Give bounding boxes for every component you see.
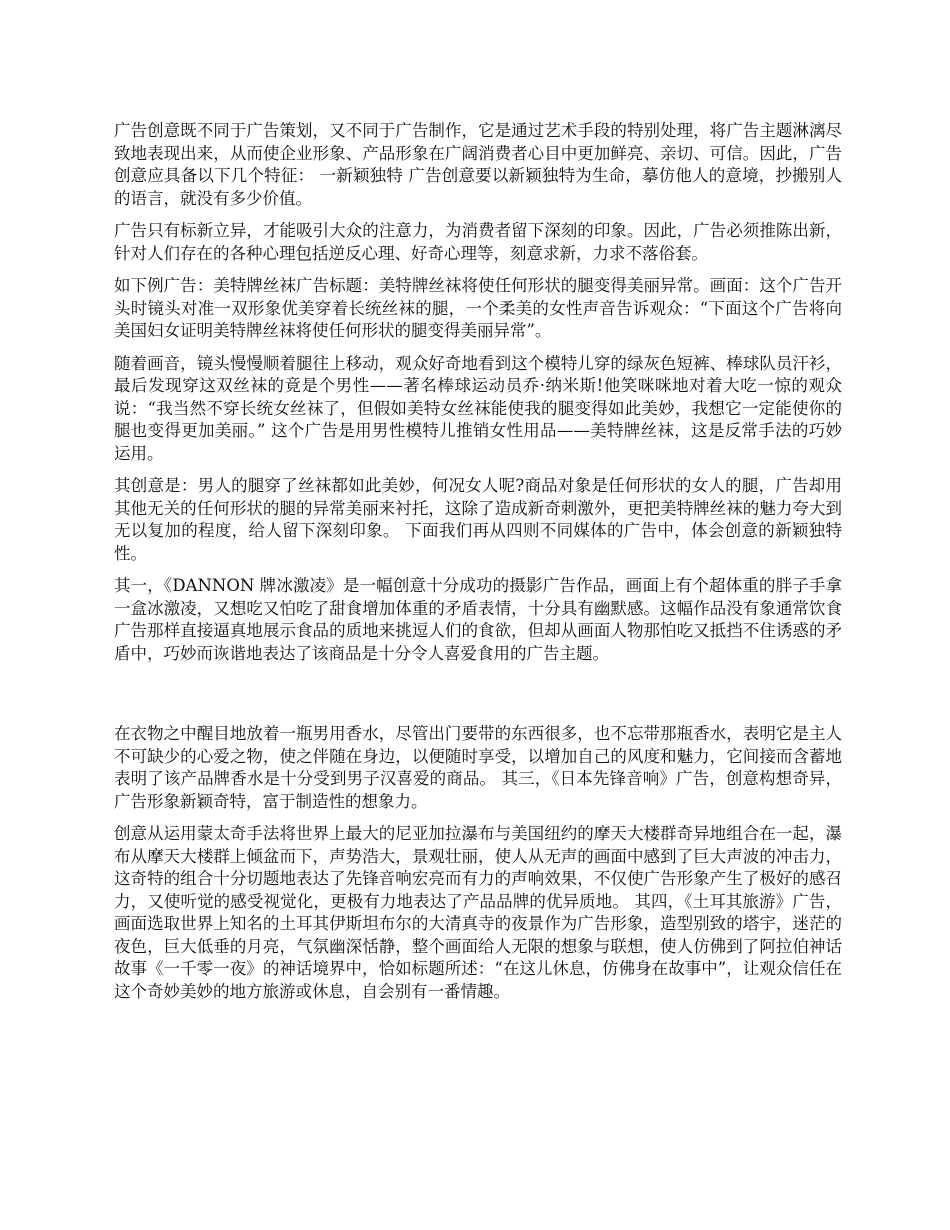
paragraph-3: 如下例广告：美特牌丝袜广告标题：美特牌丝袜将使任何形状的腿变得美丽异常。画面：这个广告开头时镜头对准一双形象优美穿着长统丝袜的腿，一个柔美的女性声音告诉观众：“下面这个广告将向美国妇女证明美特牌丝袜将使任何形状的腿变得美丽异常”。 [114, 276, 842, 340]
paragraph-5: 其创意是：男人的腿穿了丝袜都如此美妙，何况女人呢?商品对象是任何形状的女人的腿，广告却用其他无关的任何形状的腿的异常美丽来衬托，这除了造成新奇刺激外，更把美特牌丝袜的魅力夸大到无以复加的程度，给人留下深刻印象。 下面我们再从四则不同媒体的广告中，体会创意的新颖独特性。 [114, 476, 842, 563]
section-gap [114, 675, 842, 723]
paragraph-1: 广告创意既不同于广告策划，又不同于广告制作，它是通过艺术手段的特别处理，将广告主题淋漓尽致地表现出来，从而使企业形象、产品形象在广阔消费者心目中更加鲜亮、亲切、可信。因此，广告创意应具备以下几个特征： 一新颖独特 广告创意要以新颖独特为生命，摹仿他人的意境，抄搬别人的语言，就没有多少价值。 [114, 121, 842, 208]
paragraph-4: 随着画音，镜头慢慢顺着腿往上移动，观众好奇地看到这个模特儿穿的绿灰色短裤、棒球队员汗衫，最后发现穿这双丝袜的竟是个男性——著名棒球运动员乔·纳米斯!他笑咪咪地对着大吃一惊的观众说：“我当然不穿长统女丝袜了，但假如美特女丝袜能使我的腿变得如此美妙，我想它一定能使你的腿也变得更加美丽。” 这个广告是用男性模特儿推销女性用品——美特牌丝袜，这是反常手法的巧妙运用。 [114, 353, 842, 463]
paragraph-7: 在衣物之中醒目地放着一瓶男用香水，尽管出门要带的东西很多，也不忘带那瓶香水，表明它是主人不可缺少的心爱之物，使之伴随在身边，以便随时享受，以增加自己的风度和魅力，它间接而含蓄地表明了该产品牌香水是十分受到男子汉喜爱的商品。 其三，《日本先锋音响》广告，创意构想奇异，广告形象新颖奇特，富于制造性的想象力。 [114, 724, 842, 811]
paragraph-8: 创意从运用蒙太奇手法将世界上最大的尼亚加拉瀑布与美国纽约的摩天大楼群奇异地组合在一起，瀑布从摩天大楼群上倾盆而下，声势浩大，景观壮丽，使人从无声的画面中感到了巨大声波的冲击力，这奇特的组合十分切题地表达了先锋音响宏亮而有力的声响效果，不仅使广告形象产生了极好的感召力，又使听觉的感受视觉化，更极有力地表达了产品品牌的优异质地。 其四，《土耳其旅游》广告，画面选取世界上知名的土耳其伊斯坦布尔的大清真寺的夜景作为广告形象，造型别致的塔宇，迷茫的夜色，巨大低垂的月亮，气氛幽深恬静，整个画面给人无限的想象与联想，使人仿佛到了阿拉伯神话故事《一千零一夜》的神话境界中，恰如标题所述：“在这儿休息，仿佛身在故事中”，让观众信任在这个奇妙美妙的地方旅游或休息，自会别有一番情趣。 [114, 824, 842, 1001]
document-body [114, 120, 842, 1013]
paragraph-2: 广告只有标新立异，才能吸引大众的注意力，为消费者留下深刻的印象。因此，广告必须推陈出新，针对人们存在的各种心理包括逆反心理、好奇心理等，刻意求新，力求不落俗套。 [114, 221, 842, 263]
paragraph-6: 其一，《DANNON 牌冰激凌》是一幅创意十分成功的摄影广告作品，画面上有个超体重的胖子手拿一盒冰激凌，又想吃又怕吃了甜食增加体重的矛盾表情，十分具有幽默感。这幅作品没有象通常饮食广告那样直接逼真地展示食品的质地来挑逗人们的食欲，但却从画面人物那怕吃又抵挡不住诱惑的矛盾中，巧妙而诙谐地表达了该商品是十分令人喜爱食用的广告主题。 [114, 576, 842, 663]
